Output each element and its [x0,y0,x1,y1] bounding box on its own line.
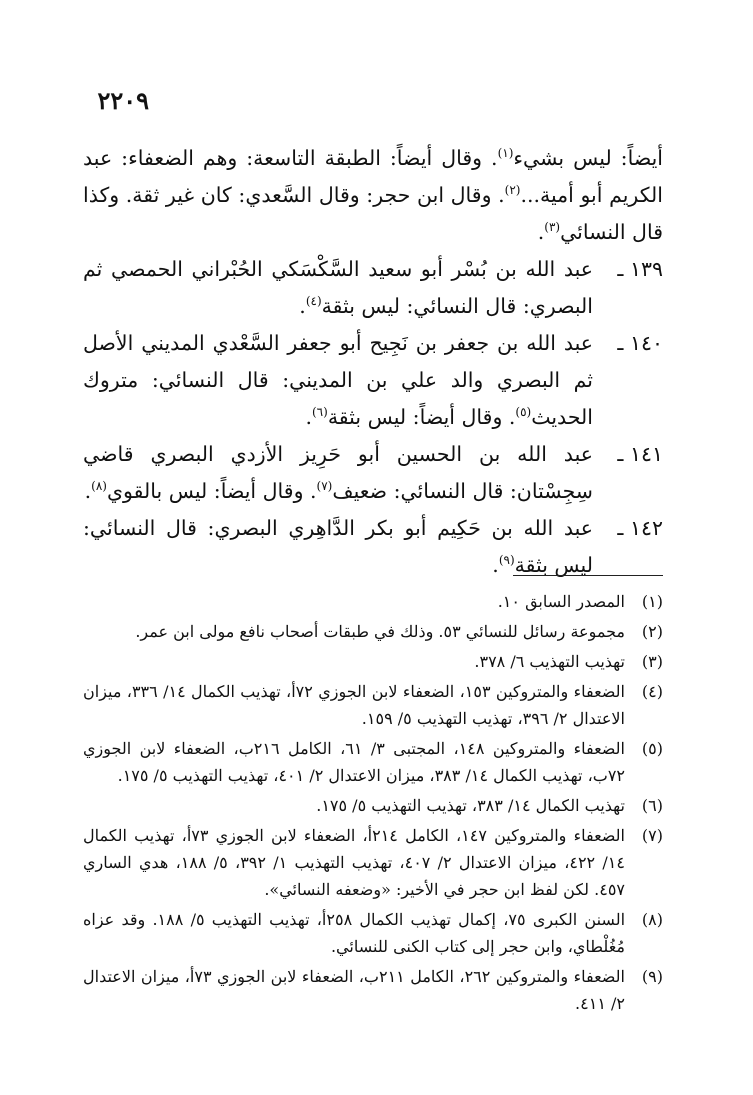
page-number: ٢٢٠٩ [97,86,149,115]
footnote [83,735,663,789]
entry-number: ١٤١ ـ [617,442,663,466]
footnote [83,792,663,819]
footnote-text: الضعفاء والمتروكين ١٥٣، الضعفاء لابن الجوزي ٧٢أ، تهذيب الكمال ١٤/ ٣٣٦، ميزان الاعتدال ٢/ ٣٩٦، تهذيب التهذيب ٥/ ١٥٩. [83,682,625,728]
footnote-ref: (٢) [504,183,521,198]
footnote-text: الضعفاء والمتروكين ١٤٨، المجتبى ٣/ ٦١، الكامل ٢١٦ب، الضعفاء لابن الجوزي ٧٢ب، تهذيب الكمال ١٤/ ٣٨٣، ميزان الاعتدال ٢/ ٤٠١، تهذيب التهذيب ٥/ ١٧٥. [83,739,626,785]
entry-139 [83,251,663,325]
footnote [83,618,663,645]
entry-142 [83,510,663,584]
entry-text-part: . وقال أيضاً: ليس بثقة [327,405,516,429]
entry-number: ١٤٠ ـ [617,331,663,355]
footnote-number: (٢) [641,622,663,641]
footnote-number: (٩) [641,967,663,986]
entry-141 [83,436,663,510]
entry-text [83,436,593,510]
intro-paragraph [83,140,663,251]
footnote-ref: (٥) [515,405,532,420]
footnote-number: (٣) [641,652,663,671]
footnote-text: الضعفاء والمتروكين ٢٦٢، الكامل ٢١١ب، الضعفاء لابن الجوزي ٧٣أ، ميزان الاعتدال ٢/ ٤١١. [83,967,625,1013]
footnote-number: (٨) [641,910,663,929]
entry-text [83,325,593,436]
footnote [83,648,663,675]
entry-text-part: عبد الله بن جعفر بن نَجِيح أبو جعفر السَّعْدي المديني الأصل ثم البصري والد علي بن المديني: قال النسائي: متروك الحديث [83,331,593,429]
footnote-ref: (٦) [311,405,328,420]
entry-text-part: عبد الله بن حَكِيم أبو بكر الدَّاهِري البصري: قال النسائي: ليس بثقة [83,516,593,577]
footnotes [83,588,663,1020]
footnote-number: (٧) [641,826,663,845]
footnote [83,906,663,960]
footnote [83,588,663,615]
footnote-text: السنن الكبرى ٧٥، إكمال تهذيب الكمال ٢٥٨أ، تهذيب التهذيب ٥/ ١٨٨. وقد عزاه مُغُلْطاي، وابن حجر إلى كتاب الكنى للنسائي. [83,910,626,956]
entry-text [83,251,593,325]
entry-text-part: عبد الله بن بُسْر أبو سعيد السَّكْسَكي الحُبْراني الحمصي ثم البصري: قال النسائي: ليس بثقة [83,257,593,318]
entry-number: ١٣٩ ـ [617,257,663,281]
footnote-ref: (٧) [316,479,333,494]
entry-text [83,510,593,584]
footnote-number: (٥) [641,739,663,758]
intro-text: . [537,220,545,244]
footnote-text: تهذيب التهذيب ٦/ ٣٧٨. [474,652,625,671]
footnote-ref: (٤) [305,294,322,309]
footnote-number: (١) [641,592,663,611]
footnote-text: مجموعة رسائل للنسائي ٥٣. وذلك في طبقات أصحاب نافع مولى ابن عمر. [135,622,625,641]
entry-text-part: عبد الله بن الحسين أبو حَرِيز الأزدي البصري قاضي سِجِسْتان: قال النسائي: ضعيف [83,442,593,503]
footnote [83,963,663,1017]
entry-text-part: . وقال أيضاً: ليس بالقوي [106,479,317,503]
entry-number: ١٤٢ ـ [617,516,663,540]
entry-140 [83,325,663,436]
main-text [83,140,663,584]
entry-text-part: . [299,294,306,318]
footnote-number: (٦) [641,796,663,815]
entry-text-part: . [84,479,92,503]
intro-text: . وقال ابن حجر: وقال السَّعدي: كان غير ثقة. وكذا قال النسائي [83,183,663,244]
footnote-text: المصدر السابق ١٠. [497,592,625,611]
footnote-ref: (٣) [544,220,561,235]
intro-text: . وقال أيضاً: الطبقة التاسعة: وهم الضعفاء: عبد الكريم أبو أمية... [83,146,663,207]
footnote-ref: (٨) [91,479,107,494]
footnote-ref: (٩) [498,553,515,568]
footnote [83,678,663,732]
footnote [83,822,663,903]
footnote-text: الضعفاء والمتروكين ١٤٧، الكامل ٢١٤أ، الضعفاء لابن الجوزي ٧٣أ، تهذيب الكمال ١٤/ ٤٢٢، ميزان الاعتدال ٢/ ٤٠٧، تهذيب التهذيب ١/ ٣٩٢، ٥/ ١٨٨، هدي الساري ٤٥٧. لكن لفظ ابن حجر في الأخير: «وضعفه النسائي». [83,826,625,899]
footnote-number: (٤) [641,682,663,701]
intro-text: أيضاً: ليس بشيء [513,146,664,170]
entry-text-part: . [305,405,312,429]
footnote-text: تهذيب الكمال ١٤/ ٣٨٣، تهذيب التهذيب ٥/ ١٧٥. [316,796,625,815]
footnote-ref: (١) [497,146,514,161]
footnote-divider [513,575,663,576]
entry-text-part: . [492,553,499,577]
